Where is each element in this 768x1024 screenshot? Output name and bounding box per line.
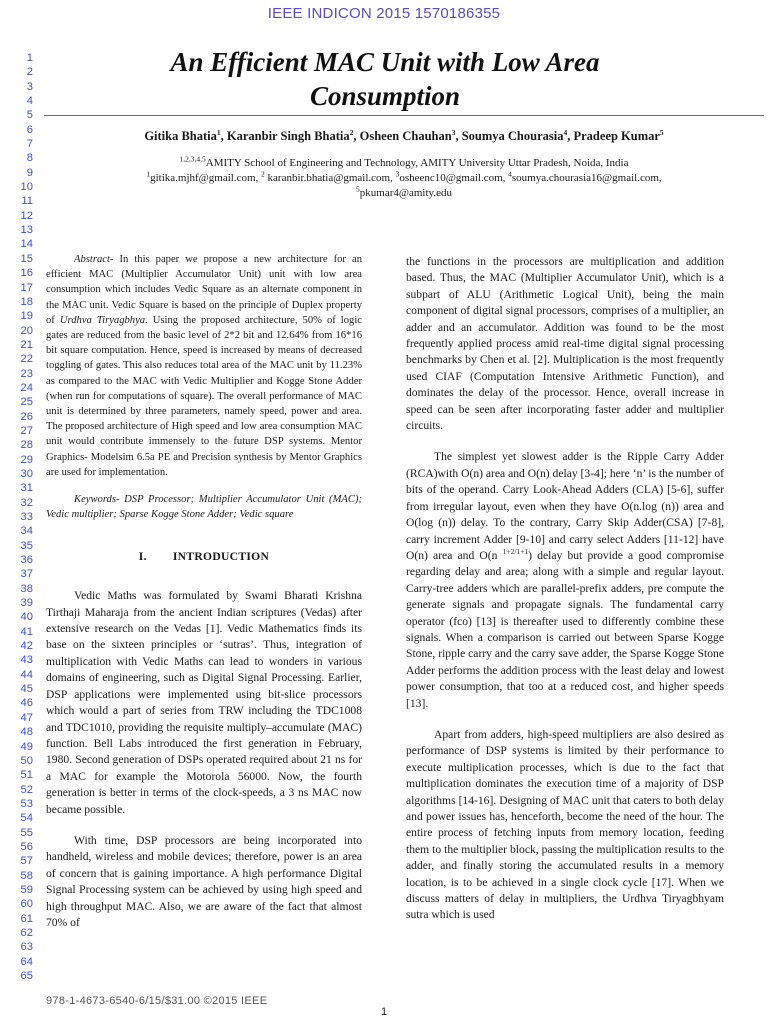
author-sup: 5 <box>659 127 664 137</box>
intro-paragraph-1: Vedic Maths was formulated by Swami Bharati Krishna Tirthaji Maharaja from the ancient Indian scriptures (Vedas) after extensive research on the Vedas [1]. Vedic Mathematics finds its base on the sixteen principles or ‘sutras’. Thus, integration of multiplication with Vedic Maths can lead to wonders in various domains of engineering, such as Digital Signal Processing. Earlier, DSP applications were implemented using bit-slice processors which would a part of series from TRW including the TDC1008 and TDC1010, providing the requisite multiply–accumulate (MAC) function. Bell Labs introduced the first generation in February, 1980. Second generation of DSPs operated required about 21 ns for a MAC for example the Motorola 56000. Now, the fourth generation is better in terms of the clock-speeds, a 3 ns MAC now became possible. <box>46 589 362 816</box>
line-number: 60 <box>20 898 33 911</box>
email-text: soumya.chourasia16@gmail.com, <box>511 172 662 184</box>
email-line <box>44 171 764 186</box>
email-text: gitika.mjhf@gmail.com, <box>150 172 262 184</box>
author-name: Soumya Chourasia <box>461 129 564 143</box>
section-title: INTRODUCTION <box>172 549 270 563</box>
line-number: 47 <box>20 711 33 724</box>
line-number: 64 <box>20 955 33 968</box>
right-paragraph-3: Apart from adders, high-speed multipliers are also desired as performance of DSP systems is limited by their performance to execute multiplication processes, which is due to the fact that multiplication dominates the execution time of a majority of DSP algorithms [14-16]. Designing of MAC unit that caters to both delay and power issues has, henceforth, become the need of the hour. The entire process of fetching inputs from memory location, feeding them to the multiplier block, passing the multiplication results to the adder, and finally storing the accumulated results in a memory location, is to be achieved in a single clock cycle [17]. When we discuss matters of delay in multipliers, the Urdhva Tiryagbhyam sutra which is used <box>406 727 724 922</box>
line-number: 40 <box>20 611 33 624</box>
line-number: 19 <box>20 310 33 323</box>
section-heading-introduction <box>46 549 362 565</box>
email-text: osheenc10@gmail.com, <box>399 172 509 184</box>
line-number: 45 <box>20 683 33 696</box>
line-number: 58 <box>20 869 33 882</box>
affiliation-block <box>44 156 764 201</box>
line-number: 51 <box>20 769 33 782</box>
email-sup: 5 <box>356 184 360 194</box>
right-paragraph-2 <box>406 449 724 712</box>
right-paragraph-1: the functions in the processors are multiplication and addition based. Thus, the MAC (Multiplier Accumulator Unit), which is a subpart of ALU (Arithmetic Logical Unit), being the main component of digital signal processors, comprises of a multiplier, an adder and an accumulator. Addition was found to be the most frequently applied process amid real-time digital signal processing benchmarks by Chen et al. [2]. Multiplication is the most frequently used CIAF (Computation Intensive Arithmetic Function), and dominates the delay of the processor. Hence, overall increase in speed can be seen after incorporating faster adder and multiplier circuits. <box>406 255 724 433</box>
line-number: 56 <box>20 840 33 853</box>
abstract-label: Abstract- <box>74 254 114 265</box>
author-separator: , <box>455 129 462 143</box>
line-number: 35 <box>20 539 33 552</box>
author-sup: 4 <box>563 127 568 137</box>
isbn-footer: 978-1-4673-6540-6/15/$31.00 ©2015 IEEE <box>46 995 268 1007</box>
line-number: 16 <box>20 267 33 280</box>
abstract-paragraph <box>46 252 362 480</box>
conference-header: IEEE INDICON 2015 1570186355 <box>267 5 501 22</box>
affiliation-text: AMITY School of Engineering and Technology, AMITY University Uttar Pradesh, Noida, India <box>205 157 629 169</box>
line-number: 43 <box>20 654 33 667</box>
line-number: 33 <box>20 511 33 523</box>
line-number: 54 <box>20 812 33 825</box>
title-line-1: An Efficient MAC Unit with Low Area <box>170 47 600 77</box>
line-number: 2 <box>26 66 33 79</box>
line-number: 41 <box>20 625 33 638</box>
title-line-2: Consumption <box>309 81 461 111</box>
line-number: 23 <box>20 367 33 380</box>
line-number: 46 <box>20 697 33 710</box>
line-number: 55 <box>20 826 33 839</box>
line-number: 57 <box>20 855 33 868</box>
line-number: 10 <box>20 181 33 194</box>
email-text: pkumar4@amity.edu <box>359 187 452 199</box>
email-sup: 2 <box>261 169 265 179</box>
line-number: 36 <box>20 554 33 567</box>
line-number: 32 <box>20 496 33 509</box>
paper-title <box>60 45 710 113</box>
line-number: 30 <box>20 467 33 480</box>
keywords-paragraph: Keywords- DSP Processor; Multiplier Accumulator Unit (MAC); Vedic multiplier; Sparse Kogge Stone Adder; Vedic square <box>46 494 362 521</box>
line-number: 29 <box>20 453 33 466</box>
line-number: 1 <box>26 52 33 64</box>
line-number: 63 <box>20 941 33 954</box>
author-separator: , <box>567 129 574 143</box>
author-name: Osheen Chauhan <box>359 129 452 143</box>
author-name: Gitika Bhatia <box>144 129 217 143</box>
abstract-italic-term: Urdhva Tiryagbhya. <box>59 314 148 326</box>
line-number: 59 <box>20 883 33 896</box>
abstract-text-2: Using the proposed architecture, 50% of logic gates are reduced from the basic level of 2*2 bit and 12.64% from 16*16 bit square computation. Hence, speed is increased by means of decreased toggling of gates. This also reduces total area of the MAC unit by 11.23% as compared to the MAC with Vedic Multiplier and Kogge Stone Adder (when run for computations of square). The overall performance of MAC unit is determined by three parameters, namely speed, power and area. The proposed architecture of High speed and low area consumption MAC unit would contribute immensely to the future DSP systems. Mentor Graphics- Modelsim 6.5a PE and Precision synthesis by Mentor Graphics are used for implementation. <box>46 314 362 478</box>
line-number: 27 <box>20 424 33 437</box>
line-number: 7 <box>26 138 33 151</box>
abstract-text-1: In this paper we propose a new architecture for an efficient MAC (Multiplier Accumulator Unit) unit with low area consumption which includes Vedic Square as an alternate component in the MAC unit. Vedic Square is based on the principle of Duplex property of <box>46 254 362 326</box>
right-column <box>406 254 724 924</box>
line-number: 20 <box>20 324 33 337</box>
email-sup: 4 <box>508 169 512 179</box>
line-number: 6 <box>26 123 33 136</box>
line-number: 4 <box>26 95 33 108</box>
intro-paragraph-2: With time, DSP processors are being incorporated into handheld, wireless and mobile devices; therefore, power is an area of concern that is gaining importance. A high performance Digital Signal Processing system can be achieved by using high speed and high throughput MAC. Also, we are aware of the fact that almost 70% of <box>46 833 362 929</box>
line-number: 38 <box>20 582 33 595</box>
line-number: 61 <box>20 912 33 925</box>
line-number: 31 <box>20 482 33 495</box>
adder-text-b: ) delay but provide a good compromise regarding delay and area; along with a simple and regular layout. Carry-tree adders which are parallel-prefix adders, pre compute the generate signals and propagate signals. The fundamental carry operator (fco) [13] is thereafter used to differently combine these signals. When a comparison is carried out between Sparse Kogge Stone, ripple carry and the carry save adder, the Sparse Kogge Stone Adder performs the addition process with the least delay and lowest power consumption, that too at a reduced cost, and higher speeds [13]. <box>406 548 724 710</box>
line-number: 52 <box>20 783 33 796</box>
line-number: 22 <box>20 353 33 366</box>
author-list <box>44 128 764 144</box>
line-number: 13 <box>20 224 33 237</box>
title-divider <box>44 115 764 116</box>
line-number: 49 <box>20 740 33 753</box>
line-number: 39 <box>20 597 33 610</box>
line-number: 53 <box>20 797 33 810</box>
author-name: Karanbir Singh Bhatia <box>226 129 350 143</box>
affiliation-sup: 1,2,3,4,5 <box>179 154 206 164</box>
line-number: 14 <box>20 238 33 251</box>
line-number: 26 <box>20 410 33 423</box>
author-sup: 3 <box>451 127 456 137</box>
adder-text-a: The simplest yet slowest adder is the Ripple Carry Adder (RCA)with O(n) area and O(n) delay [3-4]; here ‘n’ is the number of bits of the operand. Carry Look-Ahead Adders (CLA) [5-6], suffer from irregular layout, even when they have O(n.log (n)) area and O(log (n)) delay. To the contrary, Carry Skip Adder(CSA) [7-8], carry increment Adder [9-10] and carry select Adders [11-12] have O(n) area and O(n <box>406 450 724 562</box>
line-number: 17 <box>20 281 33 294</box>
affiliation-line <box>44 156 764 171</box>
author-name: Pradeep Kumar <box>573 129 660 143</box>
line-number: 5 <box>26 109 33 122</box>
line-number: 44 <box>20 668 33 681</box>
line-number: 12 <box>20 209 33 222</box>
section-number: I. <box>138 549 147 563</box>
line-number: 42 <box>20 640 33 653</box>
line-number: 28 <box>20 439 33 452</box>
delay-exponent: 1+2/1+1 <box>502 547 529 557</box>
author-separator: , <box>220 129 227 143</box>
line-number: 21 <box>20 338 33 351</box>
author-separator: , <box>353 129 360 143</box>
line-number: 48 <box>20 726 33 739</box>
line-number: 34 <box>20 525 33 538</box>
email-line-2 <box>44 186 764 201</box>
line-number: 8 <box>26 152 33 165</box>
left-column <box>46 252 362 931</box>
author-sup: 2 <box>349 127 354 137</box>
line-number: 62 <box>20 926 33 939</box>
line-number: 15 <box>20 252 33 265</box>
line-number: 3 <box>26 80 33 93</box>
line-number-margin <box>3 51 33 983</box>
line-number: 9 <box>26 166 33 179</box>
line-number: 25 <box>20 396 33 409</box>
email-sup: 3 <box>395 169 400 179</box>
email-sup: 1 <box>146 169 151 179</box>
page-number: 1 <box>380 1006 388 1018</box>
line-number: 18 <box>20 295 33 308</box>
email-text: karanbir.bhatia@gmail.com, <box>264 172 396 184</box>
line-number: 11 <box>21 195 33 208</box>
line-number: 37 <box>20 568 33 581</box>
line-number: 65 <box>20 970 33 982</box>
author-sup: 1 <box>216 127 221 137</box>
line-number: 50 <box>20 754 33 767</box>
line-number: 24 <box>20 381 33 394</box>
